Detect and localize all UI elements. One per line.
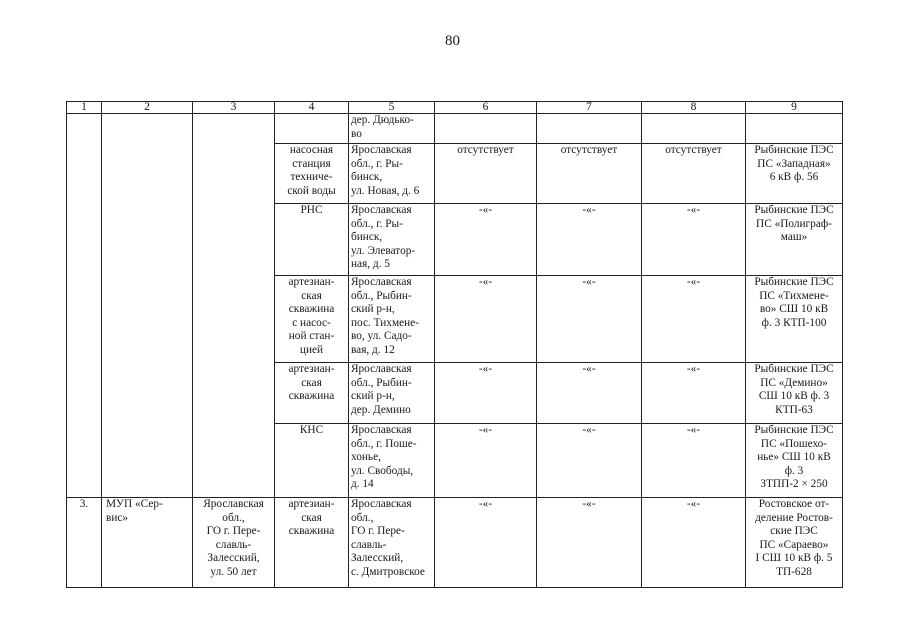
text-line: ной стан- (288, 330, 335, 343)
text-line: Ярославская (351, 424, 412, 436)
text-line: ПС «Тихмене- (759, 289, 829, 302)
cell-col7: -«- (537, 498, 642, 588)
text-line: обл., г. Ры- (351, 157, 403, 170)
text-line: обл., (351, 511, 374, 524)
cell-col8: -«- (642, 498, 746, 588)
text-line: ул. Новая, д. 6 (351, 184, 420, 197)
text-line: славль- (215, 538, 252, 551)
text-line: РНС (300, 204, 323, 216)
page-number: 80 (445, 33, 460, 49)
text-line: ТП-628 (776, 565, 812, 578)
cell-object (275, 204, 349, 276)
cell-object-address (349, 424, 435, 498)
text-line: Ярославская (351, 276, 412, 288)
text-line: артезиан- (288, 498, 335, 510)
text-line: дер. Дюдько- (351, 114, 414, 126)
text-line: артезиан- (288, 363, 335, 375)
data-table (66, 101, 843, 588)
text-line: обл., г. Ры- (351, 217, 403, 230)
cell-object-address (349, 498, 435, 588)
cell-col8: -«- (642, 424, 746, 498)
text-line: вая, д. 12 (351, 343, 395, 356)
text-line: вис» (106, 511, 129, 524)
header-cell: 5 (349, 102, 435, 114)
cell-power-source (746, 424, 843, 498)
text-line: обл., (222, 511, 245, 524)
text-line: Ростовское от- (758, 498, 830, 510)
cell-power-source (746, 144, 843, 204)
text-line: артезиан- (288, 276, 335, 288)
header-cell: 8 (642, 102, 746, 114)
text-line: Залесский, (351, 552, 404, 565)
header-cell: 9 (746, 102, 843, 114)
cell-col7: отсутствует (537, 144, 642, 204)
cell-col7: -«- (537, 363, 642, 424)
text-line: ской воды (287, 184, 336, 197)
text-line: обл., г. Поше- (351, 437, 417, 450)
text-line: ская (301, 511, 322, 524)
text-line: ская (301, 376, 322, 389)
cell-col8: -«- (642, 363, 746, 424)
text-line: ул. 50 лет (210, 565, 257, 578)
text-line: Рыбинские ПЭС (754, 363, 834, 375)
cell-col8: -«- (642, 204, 746, 276)
text-line: ПС «Сараево» (759, 538, 829, 551)
cell-col7: -«- (537, 204, 642, 276)
header-row (67, 102, 843, 114)
text-line: ул. Свободы, (351, 464, 414, 477)
cell-power-source (746, 276, 843, 363)
text-line: бинск, (351, 231, 383, 244)
text-line: 6 кВ ф. 56 (769, 171, 819, 184)
text-line: обл., Рыбин- (351, 376, 412, 389)
table-row (67, 114, 843, 144)
text-line: во (351, 127, 362, 140)
cell-object (275, 424, 349, 498)
cell-org-address (193, 114, 275, 498)
cell-organization (102, 114, 193, 498)
text-line: д. 14 (351, 478, 374, 491)
text-line: Залесский, (207, 552, 260, 565)
text-line: маш» (780, 231, 808, 244)
text-line: техниче- (290, 171, 333, 184)
text-line: Ярославская (351, 498, 412, 510)
text-line: Ярославская (203, 498, 264, 510)
cell-col7 (537, 114, 642, 144)
header-cell: 6 (435, 102, 537, 114)
header-cell: 7 (537, 102, 642, 114)
cell-col8 (642, 114, 746, 144)
text-line: I СШ 10 кВ ф. 5 (755, 552, 833, 565)
cell-power-source (746, 204, 843, 276)
text-line: ГО г. Пере- (206, 525, 261, 538)
text-line: станция (292, 157, 331, 170)
cell-number (67, 114, 102, 498)
text-line: Рыбинские ПЭС (754, 276, 834, 288)
text-line: во» СШ 10 кВ (759, 303, 829, 316)
cell-object (275, 144, 349, 204)
text-line: Ярославская (351, 204, 412, 216)
text-line: дер. Демино (351, 403, 411, 416)
cell-power-source (746, 498, 843, 588)
text-line: деление Ростов- (755, 511, 833, 524)
cell-col7: -«- (537, 276, 642, 363)
cell-object (275, 276, 349, 363)
text-line: скважина (288, 390, 335, 403)
cell-col6: -«- (435, 498, 537, 588)
text-line: ский р-н, (351, 390, 395, 403)
text-line: Ярославская (351, 144, 412, 156)
cell-object-address (349, 363, 435, 424)
text-line: ская (301, 289, 322, 302)
text-line: ский р-н, (351, 303, 395, 316)
text-line: ПС «Полиграф- (756, 217, 832, 230)
text-line: насосная (289, 144, 334, 156)
text-line: пос. Тихмене- (351, 316, 419, 329)
text-line: нье» СШ 10 кВ (757, 451, 831, 464)
text-line: КНС (299, 424, 324, 436)
header-cell: 2 (102, 102, 193, 114)
text-line: ЗТПП-2 × 250 (760, 478, 828, 491)
cell-object (275, 498, 349, 588)
text-line: ул. Элеватор- (351, 244, 416, 257)
cell-col6: -«- (435, 424, 537, 498)
header-cell: 1 (67, 102, 102, 114)
text-line: цией (299, 343, 324, 356)
cell-col6 (435, 114, 537, 144)
cell-col8: отсутствует (642, 144, 746, 204)
cell-number: 3. (67, 498, 102, 588)
text-line: обл., Рыбин- (351, 289, 412, 302)
header-cell: 3 (193, 102, 275, 114)
text-line: КТП-63 (775, 403, 813, 416)
text-line: с. Дмитровское (351, 565, 425, 578)
text-line: ф. 3 (784, 464, 804, 477)
text-line: во, ул. Садо- (351, 330, 412, 343)
text-line: славль- (351, 538, 387, 551)
text-line: СШ 10 кВ ф. 3 (758, 390, 830, 403)
cell-col7: -«- (537, 424, 642, 498)
cell-power-source (746, 363, 843, 424)
text-line: ПС «Западная» (757, 157, 831, 170)
text-line: ф. 3 КТП-100 (761, 316, 827, 329)
text-line: ГО г. Пере- (351, 525, 405, 538)
text-line: Рыбинские ПЭС (754, 204, 834, 216)
cell-object-address (349, 114, 435, 144)
cell-col8: -«- (642, 276, 746, 363)
cell-col6: отсутствует (435, 144, 537, 204)
text-line: скважина (288, 303, 335, 316)
cell-col6: -«- (435, 276, 537, 363)
cell-col6: -«- (435, 204, 537, 276)
cell-object-address (349, 276, 435, 363)
text-line: скважина (288, 525, 335, 538)
cell-object-address (349, 144, 435, 204)
text-line: бинск, (351, 171, 383, 184)
cell-object (275, 363, 349, 424)
cell-org-address (193, 498, 275, 588)
text-line: МУП «Сер- (106, 498, 163, 510)
text-line: ПС «Пошехо- (760, 437, 828, 450)
text-line: хонье, (351, 451, 381, 464)
table-row (67, 498, 843, 588)
text-line: Ярославская (351, 363, 412, 375)
cell-organization (102, 498, 193, 588)
text-line: ские ПЭС (770, 525, 818, 538)
text-line: Рыбинские ПЭС (754, 144, 834, 156)
cell-col6: -«- (435, 363, 537, 424)
text-line: ная, д. 5 (351, 258, 390, 271)
text-line: Рыбинские ПЭС (754, 424, 834, 436)
cell-object-address (349, 204, 435, 276)
header-cell: 4 (275, 102, 349, 114)
text-line: с насос- (292, 316, 331, 329)
cell-power-source (746, 114, 843, 144)
cell-object (275, 114, 349, 144)
text-line: ПС «Демино» (760, 376, 828, 389)
